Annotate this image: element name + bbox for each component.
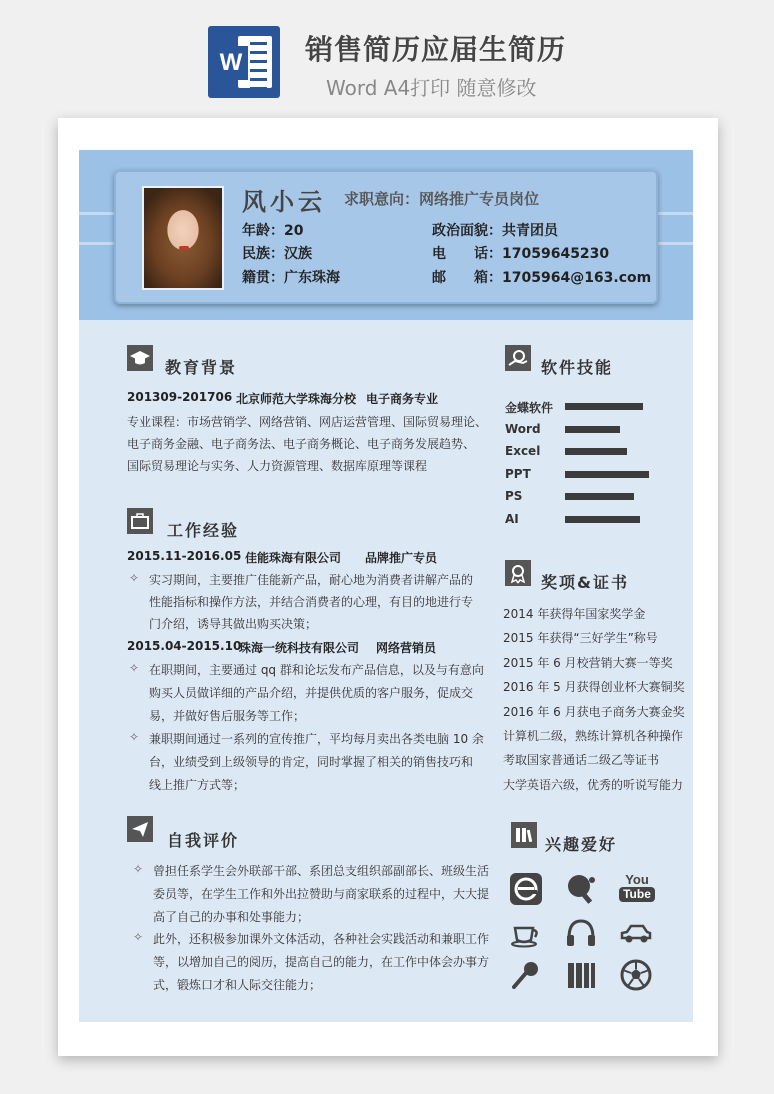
- skill-label: PPT: [505, 466, 531, 481]
- word-logo-letter: W: [214, 46, 248, 80]
- education-line: 专业课程：市场营销学、网络营销、网店运营管理、国际贸易理论、: [127, 415, 488, 429]
- skill-level-bar: [565, 516, 640, 523]
- coffee-icon: [509, 916, 543, 950]
- skill-label: Excel: [505, 444, 541, 459]
- job-desc-line: 门介绍，诱导其做出购买决策；: [149, 617, 318, 631]
- award-item: 2016 年 6 月获电子商务大赛金奖: [503, 704, 685, 719]
- job-desc-line: 在职期间，主要通过 qq 群和论坛发布产品信息，以及与有意向: [149, 663, 484, 677]
- self-line: 高了自己的办事和处事能力；: [153, 910, 310, 924]
- self-line: 式，锻炼口才和人际交往能力；: [153, 978, 322, 992]
- self-line: 等，以增加自己的阅历，提高自己的能力，在工作中体会办事方: [153, 955, 490, 969]
- education-title: 教育背景: [165, 358, 238, 377]
- awards-title: 奖项&证书: [541, 573, 629, 592]
- medal-icon: [505, 560, 531, 586]
- award-item: 2015 年获得“三好学生”称号: [503, 631, 658, 646]
- job-desc-line: 线上推广方式等；: [149, 778, 246, 792]
- award-item: 2014 年获得年国家奖学金: [503, 607, 646, 621]
- top-banner: [0, 0, 774, 112]
- award-item: 计算机二级，熟练计算机各种操作: [503, 729, 684, 743]
- award-item: 大学英语六级，优秀的听说写能力: [503, 777, 684, 792]
- header-band: [79, 150, 693, 320]
- profile-political: 政治面貌：共青团员: [432, 223, 558, 239]
- award-item: 2016 年 5 月获得创业杯大赛铜奖: [503, 680, 685, 695]
- self-line: 委员等，在学生工作和外出拉赞助与商家联系的过程中，大大提: [153, 887, 490, 901]
- job-intent: 求职意向：网络推广专员岗位: [344, 190, 540, 208]
- job-period: 2015.11-2016.05: [127, 549, 242, 563]
- profile-email: 邮 箱：1705964@163.com: [432, 270, 652, 286]
- job-desc-line: 台，业绩受到上级领导的肯定，同时掌握了相关的销售技巧和: [149, 755, 474, 769]
- skill-level-bar: [565, 471, 649, 478]
- work-title: 工作经验: [167, 521, 240, 540]
- education-period: 201309-201706: [127, 390, 233, 404]
- job-desc-line: 实习期间，主要推广佳能新产品，耐心地为消费者讲解产品的: [149, 573, 474, 587]
- hobbies-title: 兴趣爱好: [545, 835, 618, 854]
- education-line: 国际贸易理论与实务、人力资源管理、数据库原理等课程: [127, 459, 428, 473]
- banner-title: 销售简历应届生简历: [305, 33, 567, 66]
- education-school: 北京师范大学珠海分校: [236, 392, 357, 406]
- job-role: 品牌推广专员: [365, 551, 438, 565]
- profile-phone: 电 话：17059645230: [432, 246, 610, 262]
- award-item: 2015 年 6 月校营销大赛一等奖: [503, 655, 673, 670]
- banner-subtitle: Word A4打印 随意修改: [326, 76, 537, 100]
- ie-icon: [509, 872, 543, 906]
- paper-plane-icon: [127, 816, 153, 842]
- skill-level-bar: [565, 493, 634, 500]
- bullet-icon: ✧: [129, 661, 140, 675]
- profile-age: 年龄：20: [242, 223, 304, 239]
- hand-gear-icon: [505, 345, 531, 371]
- graduation-cap-icon: [127, 345, 153, 371]
- car-icon: [619, 916, 653, 950]
- profile-card: [114, 170, 658, 304]
- headphones-icon: [564, 916, 598, 950]
- job-desc-line: 购买人员做详细的产品介绍，并提供优质的客户服务，促成交: [149, 686, 474, 700]
- profile-photo: [142, 186, 224, 290]
- books-icon: [564, 958, 598, 992]
- profile-native: 籍贯：广东珠海: [242, 270, 340, 286]
- briefcase-icon: [127, 508, 153, 534]
- job-desc-line: 易，并做好售后服务等工作；: [149, 709, 306, 723]
- skill-level-bar: [565, 448, 627, 455]
- skill-label: 金蝶软件: [505, 401, 554, 415]
- job-desc-line: 兼职期间通过一系列的宣传推广，平均每月卖出各类电脑 10 余: [149, 732, 484, 746]
- bullet-icon: ✧: [133, 862, 144, 876]
- education-line: 电子商务金融、电子商务法、电子商务概论、电子商务发展趋势、: [127, 437, 476, 451]
- skill-label: PS: [505, 489, 523, 504]
- microphone-icon: [509, 958, 543, 992]
- skill-level-bar: [565, 403, 643, 410]
- bullet-icon: ✧: [129, 730, 140, 744]
- books-section-icon: [511, 822, 537, 848]
- profile-name: 风小云: [242, 188, 326, 216]
- skill-label: AI: [505, 512, 519, 526]
- youtube-icon: You Tube: [619, 873, 655, 902]
- self-title: 自我评价: [167, 831, 240, 850]
- resume-paper: [58, 118, 718, 1056]
- self-line: 曾担任系学生会外联部干部、系团总支组织部副部长、班级生活: [153, 864, 490, 878]
- resume-body: [79, 150, 693, 1022]
- skills-title: 软件技能: [541, 358, 614, 377]
- self-line: 此外，还积极参加课外文体活动，各种社会实践活动和兼职工作: [153, 932, 490, 946]
- profile-ethnicity: 民族：汉族: [242, 246, 312, 262]
- skill-level-bar: [565, 426, 620, 433]
- soccer-icon: [619, 958, 653, 992]
- education-major: 电子商务专业: [366, 392, 439, 406]
- word-logo-icon: [208, 26, 280, 98]
- job-role: 网络营销员: [376, 641, 437, 655]
- ping-pong-icon: [564, 872, 598, 906]
- job-period: 2015.04-2015.10: [127, 639, 242, 653]
- award-item: 考取国家普通话二级乙等证书: [503, 753, 660, 768]
- job-company: 珠海一统科技有限公司: [239, 641, 360, 655]
- job-desc-line: 性能指标和操作方法，并结合消费者的心理，有目的地进行专: [149, 595, 474, 609]
- job-company: 佳能珠海有限公司: [245, 551, 342, 565]
- bullet-icon: ✧: [133, 930, 144, 944]
- bullet-icon: ✧: [129, 571, 140, 585]
- skill-label: Word: [505, 421, 541, 436]
